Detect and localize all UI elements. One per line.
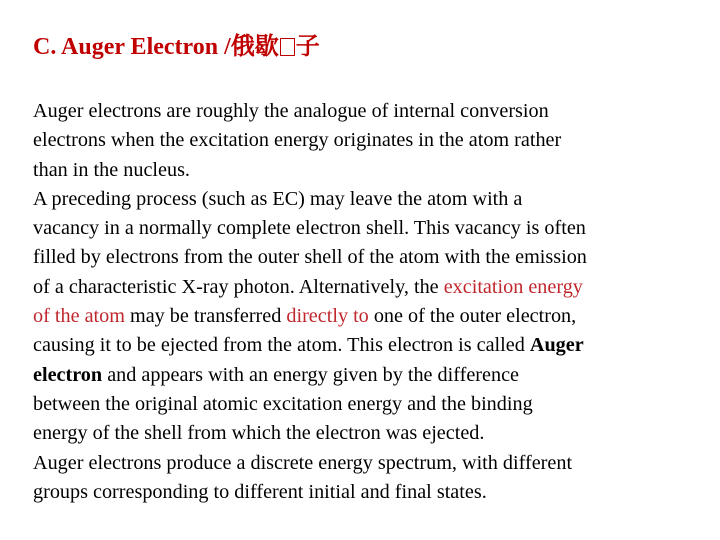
body-text-run: may be transferred — [124, 305, 287, 328]
body-text-run: and appears with an energy given by the difference — [102, 363, 520, 386]
body-line — [33, 390, 713, 419]
body-line — [33, 361, 713, 390]
body-text-run: causing it to be ejected from the atom. This electron is called — [33, 334, 530, 357]
body-text-run: groups corresponding to different initial and final states. — [33, 480, 487, 503]
body-text-run: between the original atomic excitation energy and the binding — [33, 392, 533, 415]
body-text-run: than in the nucleus. — [33, 158, 190, 181]
body-text-run: of a characteristic X-ray photon. Alternatively, the — [33, 275, 444, 298]
body-line — [33, 302, 713, 331]
slide-title-text: C. Auger Electron / — [33, 34, 231, 60]
body-text-run: vacancy in a normally complete electron shell. This vacancy is often — [33, 217, 586, 240]
body-line — [33, 273, 713, 302]
body-line — [33, 331, 713, 360]
body-text-run: filled by electrons from the outer shell of the atom with the emission — [33, 246, 587, 269]
highlighted-text: of the atom — [33, 305, 125, 328]
slide-title-cjk: 俄歇 — [230, 34, 279, 60]
body-text-run: Auger electrons are roughly the analogue of internal conversion — [33, 100, 549, 122]
body-line — [33, 156, 713, 185]
body-text-run: Auger electrons produce a discrete energy spectrum, with different — [33, 451, 573, 474]
body-text-run: energy of the shell from which the electron was ejected. — [33, 422, 485, 445]
body-line — [33, 419, 713, 448]
body-line — [33, 449, 713, 478]
body-line — [33, 478, 713, 507]
bold-term: Auger — [529, 334, 584, 357]
slide-body-text — [33, 97, 713, 507]
body-line — [33, 126, 713, 155]
body-line — [33, 214, 713, 243]
body-text-run: one of the outer electron, — [368, 305, 577, 328]
slide-title-cjk-end: 子 — [295, 34, 320, 60]
missing-glyph-box — [280, 38, 295, 56]
body-text-run: A preceding process (such as EC) may leave the atom with a — [33, 187, 523, 210]
body-line — [33, 185, 713, 214]
body-text-run: electrons when the excitation energy originates in the atom rather — [33, 129, 562, 152]
slide-title — [33, 32, 320, 62]
bold-term: electron — [33, 363, 103, 386]
body-line — [33, 243, 713, 272]
body-line — [33, 97, 713, 126]
highlighted-text: directly to — [286, 305, 369, 328]
highlighted-text: excitation energy — [443, 275, 583, 298]
